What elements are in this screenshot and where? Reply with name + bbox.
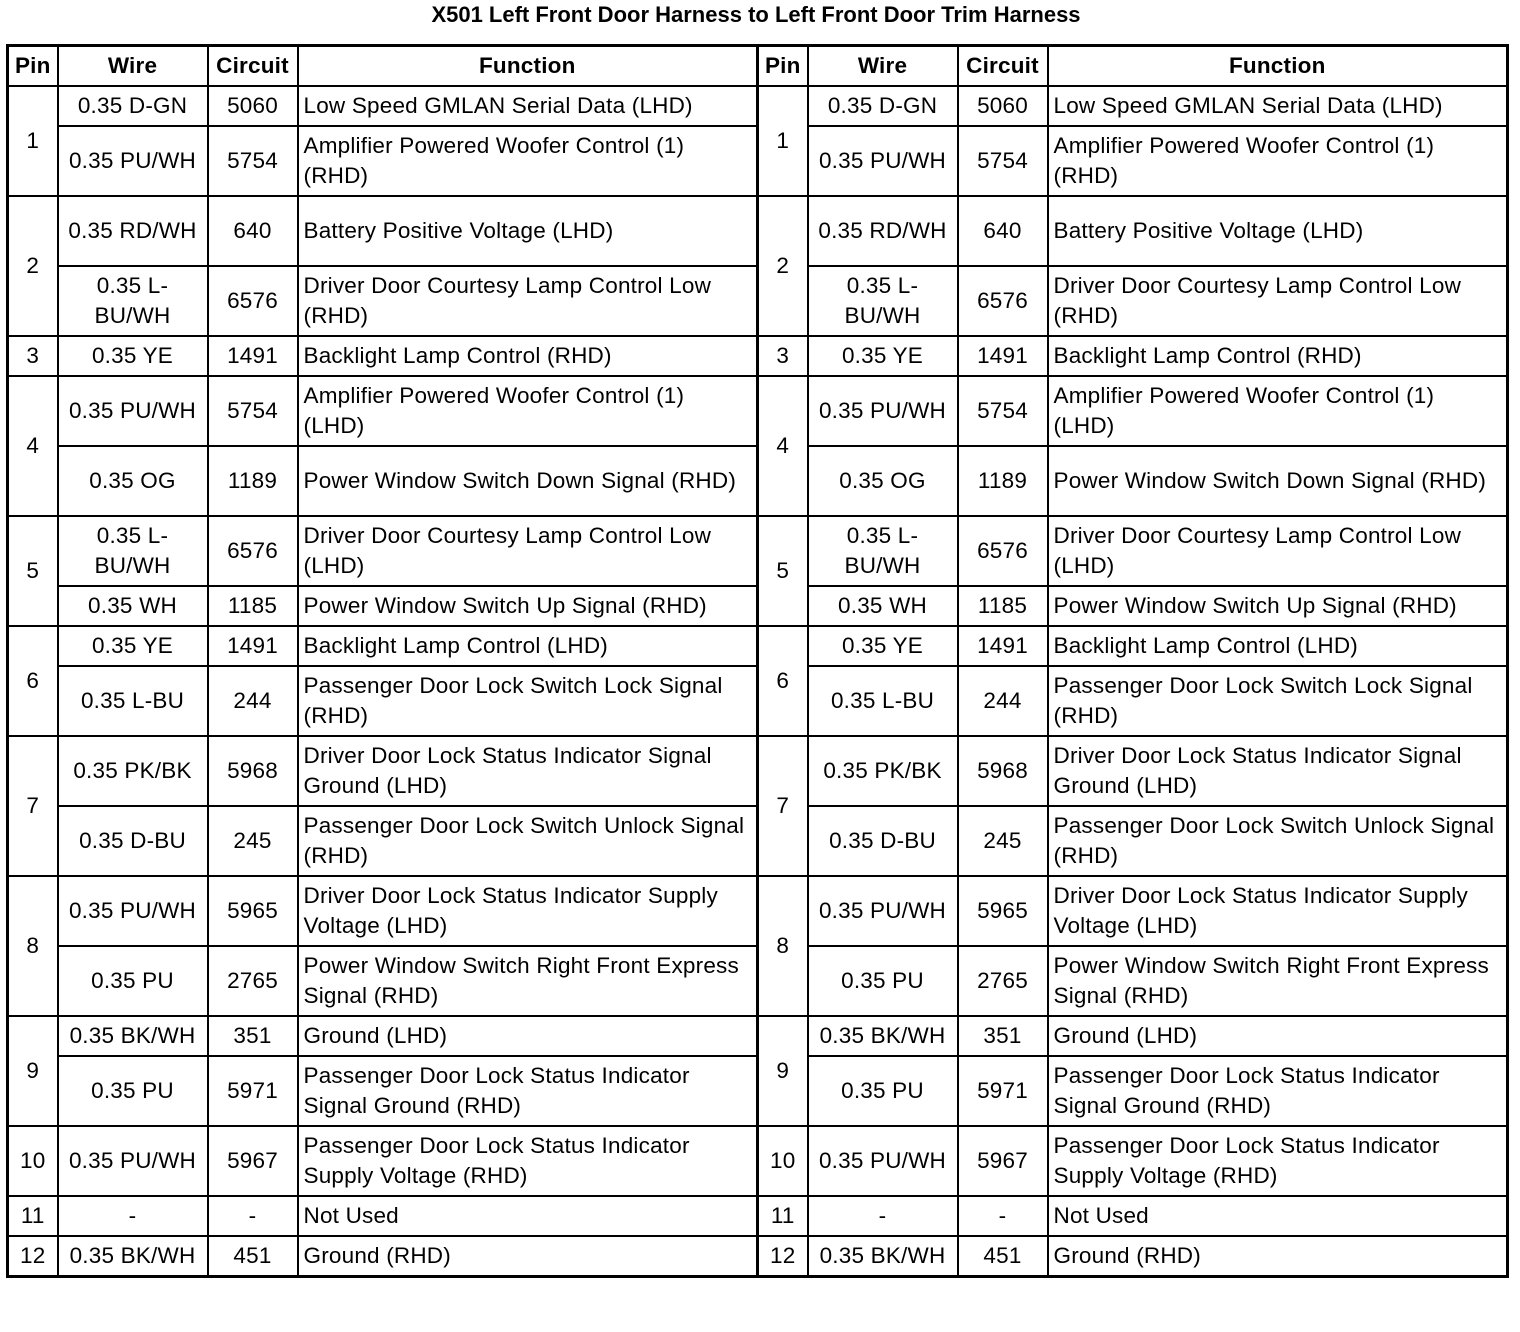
function-cell: Not Used xyxy=(298,1196,758,1236)
function-cell: Amplifier Powered Woofer Control (1) (LHD) xyxy=(298,376,758,446)
circuit-cell: 1491 xyxy=(958,626,1048,666)
header-pin: Pin xyxy=(758,46,808,87)
wire-cell: 0.35 BK/WH xyxy=(58,1236,208,1277)
circuit-cell: 245 xyxy=(208,806,298,876)
circuit-cell: 1491 xyxy=(958,336,1048,376)
function-cell: Backlight Lamp Control (LHD) xyxy=(298,626,758,666)
wire-cell: 0.35 YE xyxy=(58,336,208,376)
function-cell: Passenger Door Lock Switch Lock Signal (RHD) xyxy=(1048,666,1508,736)
pin-cell: 6 xyxy=(8,626,58,736)
wire-cell: 0.35 PU/WH xyxy=(58,1126,208,1196)
circuit-cell: 1185 xyxy=(958,586,1048,626)
circuit-cell: 5968 xyxy=(208,736,298,806)
circuit-cell: 5060 xyxy=(958,86,1048,126)
circuit-cell: 5965 xyxy=(958,876,1048,946)
circuit-cell: 5967 xyxy=(208,1126,298,1196)
table-row xyxy=(8,626,1508,666)
circuit-cell: 1189 xyxy=(208,446,298,516)
function-cell: Passenger Door Lock Status Indicator Supply Voltage (RHD) xyxy=(298,1126,758,1196)
wire-cell: 0.35 D-GN xyxy=(58,86,208,126)
circuit-cell: 640 xyxy=(208,196,298,266)
wire-cell: 0.35 PU/WH xyxy=(808,126,958,196)
pin-cell: 10 xyxy=(8,1126,58,1196)
wire-cell: 0.35 YE xyxy=(808,336,958,376)
function-cell: Driver Door Courtesy Lamp Control Low (LHD) xyxy=(298,516,758,586)
pin-cell: 2 xyxy=(758,196,808,336)
pin-cell: 3 xyxy=(758,336,808,376)
pin-cell: 4 xyxy=(8,376,58,516)
function-cell: Driver Door Lock Status Indicator Signal Ground (LHD) xyxy=(298,736,758,806)
wire-cell: 0.35 D-BU xyxy=(808,806,958,876)
wire-cell: 0.35 L-BU xyxy=(808,666,958,736)
function-cell: Power Window Switch Up Signal (RHD) xyxy=(1048,586,1508,626)
table-row xyxy=(8,1196,1508,1236)
header-wire: Wire xyxy=(808,46,958,87)
wire-cell: 0.35 WH xyxy=(58,586,208,626)
wire-cell: 0.35 PU xyxy=(808,946,958,1016)
pin-cell: 12 xyxy=(8,1236,58,1277)
function-cell: Amplifier Powered Woofer Control (1) (RHD) xyxy=(298,126,758,196)
pin-cell: 11 xyxy=(758,1196,808,1236)
circuit-cell: 5971 xyxy=(208,1056,298,1126)
wire-cell: - xyxy=(808,1196,958,1236)
function-cell: Driver Door Lock Status Indicator Supply Voltage (LHD) xyxy=(1048,876,1508,946)
header-circuit: Circuit xyxy=(208,46,298,87)
function-cell: Passenger Door Lock Status Indicator Signal Ground (RHD) xyxy=(1048,1056,1508,1126)
wire-cell: 0.35 PU/WH xyxy=(58,376,208,446)
wire-cell: 0.35 RD/WH xyxy=(808,196,958,266)
wire-cell: 0.35 YE xyxy=(58,626,208,666)
function-cell: Ground (LHD) xyxy=(1048,1016,1508,1056)
wire-cell: 0.35 L-BU xyxy=(58,666,208,736)
pin-cell: 7 xyxy=(758,736,808,876)
circuit-cell: 5965 xyxy=(208,876,298,946)
circuit-cell: 1491 xyxy=(208,626,298,666)
function-cell: Passenger Door Lock Switch Unlock Signal (RHD) xyxy=(1048,806,1508,876)
circuit-cell: 1189 xyxy=(958,446,1048,516)
circuit-cell: 2765 xyxy=(208,946,298,1016)
pin-cell: 5 xyxy=(758,516,808,626)
function-cell: Not Used xyxy=(1048,1196,1508,1236)
wire-cell: 0.35 PK/BK xyxy=(808,736,958,806)
function-cell: Ground (RHD) xyxy=(298,1236,758,1277)
pin-cell: 10 xyxy=(758,1126,808,1196)
header-function: Function xyxy=(1048,46,1508,87)
circuit-cell: 2765 xyxy=(958,946,1048,1016)
function-cell: Backlight Lamp Control (LHD) xyxy=(1048,626,1508,666)
table-row xyxy=(8,376,1508,446)
table-row xyxy=(8,1016,1508,1056)
function-cell: Battery Positive Voltage (LHD) xyxy=(1048,196,1508,266)
function-cell: Power Window Switch Right Front Express Signal (RHD) xyxy=(298,946,758,1016)
header-function: Function xyxy=(298,46,758,87)
wire-cell: 0.35 WH xyxy=(808,586,958,626)
page-title: X501 Left Front Door Harness to Left Front Door Trim Harness xyxy=(431,2,1081,27)
function-cell: Driver Door Courtesy Lamp Control Low (RHD) xyxy=(1048,266,1508,336)
circuit-cell: 6576 xyxy=(208,266,298,336)
circuit-cell: 5754 xyxy=(208,126,298,196)
wire-cell: 0.35 OG xyxy=(58,446,208,516)
function-cell: Backlight Lamp Control (RHD) xyxy=(1048,336,1508,376)
header-row xyxy=(8,46,1508,87)
circuit-cell: 5754 xyxy=(958,376,1048,446)
header-circuit: Circuit xyxy=(958,46,1048,87)
function-cell: Passenger Door Lock Status Indicator Supply Voltage (RHD) xyxy=(1048,1126,1508,1196)
wire-cell: 0.35 PU xyxy=(58,1056,208,1126)
pin-cell: 9 xyxy=(758,1016,808,1126)
wire-cell: 0.35 D-GN xyxy=(808,86,958,126)
circuit-cell: 351 xyxy=(958,1016,1048,1056)
table-row xyxy=(8,86,1508,126)
function-cell: Ground (RHD) xyxy=(1048,1236,1508,1277)
circuit-cell: - xyxy=(958,1196,1048,1236)
function-cell: Driver Door Courtesy Lamp Control Low (RHD) xyxy=(298,266,758,336)
pin-cell: 2 xyxy=(8,196,58,336)
function-cell: Power Window Switch Right Front Express Signal (RHD) xyxy=(1048,946,1508,1016)
function-cell: Driver Door Lock Status Indicator Signal Ground (LHD) xyxy=(1048,736,1508,806)
function-cell: Battery Positive Voltage (LHD) xyxy=(298,196,758,266)
pin-cell: 1 xyxy=(758,86,808,196)
pin-cell: 1 xyxy=(8,86,58,196)
wire-cell: 0.35 YE xyxy=(808,626,958,666)
function-cell: Backlight Lamp Control (RHD) xyxy=(298,336,758,376)
wire-cell: 0.35 L-BU/WH xyxy=(808,266,958,336)
wire-cell: 0.35 L-BU/WH xyxy=(58,266,208,336)
header-wire: Wire xyxy=(58,46,208,87)
circuit-cell: 6576 xyxy=(208,516,298,586)
table-row xyxy=(8,876,1508,946)
function-cell: Passenger Door Lock Status Indicator Signal Ground (RHD) xyxy=(298,1056,758,1126)
circuit-cell: 451 xyxy=(958,1236,1048,1277)
circuit-cell: 451 xyxy=(208,1236,298,1277)
function-cell: Low Speed GMLAN Serial Data (LHD) xyxy=(1048,86,1508,126)
function-cell: Driver Door Courtesy Lamp Control Low (LHD) xyxy=(1048,516,1508,586)
wire-cell: 0.35 PU/WH xyxy=(58,126,208,196)
wire-cell: 0.35 PU/WH xyxy=(808,376,958,446)
pin-cell: 6 xyxy=(758,626,808,736)
function-cell: Passenger Door Lock Switch Unlock Signal (RHD) xyxy=(298,806,758,876)
circuit-cell: 244 xyxy=(958,666,1048,736)
circuit-cell: 640 xyxy=(958,196,1048,266)
wire-cell: 0.35 PU xyxy=(808,1056,958,1126)
pin-cell: 11 xyxy=(8,1196,58,1236)
circuit-cell: 5968 xyxy=(958,736,1048,806)
function-cell: Amplifier Powered Woofer Control (1) (RHD) xyxy=(1048,126,1508,196)
pinout-table xyxy=(6,44,1509,1278)
pin-cell: 8 xyxy=(758,876,808,1016)
circuit-cell: 351 xyxy=(208,1016,298,1056)
function-cell: Ground (LHD) xyxy=(298,1016,758,1056)
circuit-cell: - xyxy=(208,1196,298,1236)
circuit-cell: 6576 xyxy=(958,266,1048,336)
circuit-cell: 6576 xyxy=(958,516,1048,586)
pin-cell: 12 xyxy=(758,1236,808,1277)
table-row xyxy=(8,1236,1508,1277)
pin-cell: 5 xyxy=(8,516,58,626)
function-cell: Passenger Door Lock Switch Lock Signal (RHD) xyxy=(298,666,758,736)
pin-cell: 7 xyxy=(8,736,58,876)
wire-cell: 0.35 RD/WH xyxy=(58,196,208,266)
wire-cell: 0.35 PU xyxy=(58,946,208,1016)
pin-cell: 8 xyxy=(8,876,58,1016)
pin-cell: 9 xyxy=(8,1016,58,1126)
circuit-cell: 5971 xyxy=(958,1056,1048,1126)
wire-cell: - xyxy=(58,1196,208,1236)
wire-cell: 0.35 L-BU/WH xyxy=(808,516,958,586)
pin-cell: 4 xyxy=(758,376,808,516)
table-row xyxy=(8,516,1508,586)
table-row xyxy=(8,1126,1508,1196)
wire-cell: 0.35 PU/WH xyxy=(808,876,958,946)
circuit-cell: 1491 xyxy=(208,336,298,376)
function-cell: Power Window Switch Down Signal (RHD) xyxy=(298,446,758,516)
wire-cell: 0.35 OG xyxy=(808,446,958,516)
wire-cell: 0.35 D-BU xyxy=(58,806,208,876)
circuit-cell: 1185 xyxy=(208,586,298,626)
circuit-cell: 245 xyxy=(958,806,1048,876)
wire-cell: 0.35 PK/BK xyxy=(58,736,208,806)
function-cell: Driver Door Lock Status Indicator Supply Voltage (LHD) xyxy=(298,876,758,946)
function-cell: Low Speed GMLAN Serial Data (LHD) xyxy=(298,86,758,126)
wire-cell: 0.35 PU/WH xyxy=(808,1126,958,1196)
circuit-cell: 5060 xyxy=(208,86,298,126)
function-cell: Amplifier Powered Woofer Control (1) (LHD) xyxy=(1048,376,1508,446)
function-cell: Power Window Switch Down Signal (RHD) xyxy=(1048,446,1508,516)
wire-cell: 0.35 BK/WH xyxy=(808,1016,958,1056)
wire-cell: 0.35 PU/WH xyxy=(58,876,208,946)
wire-cell: 0.35 BK/WH xyxy=(808,1236,958,1277)
wire-cell: 0.35 L-BU/WH xyxy=(58,516,208,586)
circuit-cell: 5754 xyxy=(208,376,298,446)
circuit-cell: 244 xyxy=(208,666,298,736)
table-row xyxy=(8,736,1508,806)
circuit-cell: 5754 xyxy=(958,126,1048,196)
wire-cell: 0.35 BK/WH xyxy=(58,1016,208,1056)
pin-cell: 3 xyxy=(8,336,58,376)
table-row xyxy=(8,196,1508,266)
circuit-cell: 5967 xyxy=(958,1126,1048,1196)
header-pin: Pin xyxy=(8,46,58,87)
function-cell: Power Window Switch Up Signal (RHD) xyxy=(298,586,758,626)
table-row xyxy=(8,336,1508,376)
